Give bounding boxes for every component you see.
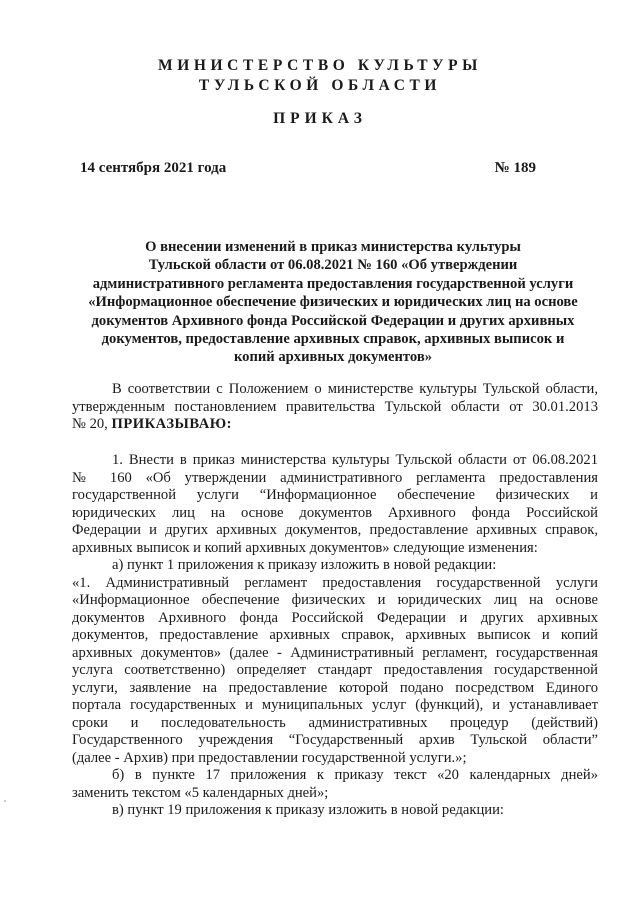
text-line: сроки и последовательность административных процедур (действий): [72, 714, 598, 731]
order-body: [72, 452, 598, 820]
text-line: архивных выписок и копий архивных документов» следующие изменения:: [72, 539, 538, 556]
text-line: «Информационное обеспечение физических и юридических лиц на основе: [72, 592, 598, 608]
subject-line: административного регламента предоставления государственной услуги: [92, 275, 574, 292]
text-line: услуги, заявление на предоставление которой подано посредством Единого: [72, 679, 598, 696]
order-date: 14 сентября 2021 года: [80, 160, 227, 176]
text-line: заменить текстом «5 календарных дней»;: [72, 784, 329, 801]
text-line: [72, 416, 598, 434]
subject-line: документов, предоставление архивных справок, архивных выписок и: [101, 331, 565, 348]
text-line: (далее - Архив) при предоставлении государственной услуги.»;: [72, 749, 467, 766]
text-line: 1. Внести в приказ министерства культуры Тульской области от 06.08.2021: [112, 452, 598, 468]
text-line: В соответствии с Положением о министерстве культуры Тульской области,: [112, 381, 598, 397]
text-line: утвержденным постановлением правительства Тульской области от 30.01.2013: [72, 398, 598, 415]
directive-word: ПРИКАЗЫВАЮ:: [111, 416, 233, 432]
text-line: документов Архивного фонда Российской Федерации и других архивных: [72, 609, 598, 626]
subject-line: копий архивных документов»: [233, 349, 433, 366]
subject-line: О внесении изменений в приказ министерства культуры: [145, 239, 521, 255]
ministry-name-line2: ТУЛЬСКОЙ ОБЛАСТИ: [198, 77, 442, 94]
order-subject: [68, 238, 598, 367]
text-line: документов, предоставление архивных справок, архивных выписок и копий: [72, 627, 598, 643]
subject-line: «Информационное обеспечение физических и юридических лиц на основе: [88, 294, 578, 311]
subject-line: документов Архивного фонда Российской Федерации и других архивных: [91, 312, 575, 329]
scan-speck: [4, 800, 6, 802]
text-line: № 160 «Об утверждении административного регламента предоставления: [72, 469, 598, 486]
text-line: б) в пункте 17 приложения к приказу текст «20 календарных дней»: [112, 767, 598, 783]
text-line: в) пункт 19 приложения к приказу изложить в новой редакции:: [112, 802, 504, 818]
text-line: Государственного учреждения “Государственный архив Тульской области”: [72, 732, 598, 748]
text-line: Федерации и других архивных документов, предоставление архивных справок,: [72, 522, 598, 538]
ministry-name-line1: МИНИСТЕРСТВО КУЛЬТУРЫ: [157, 57, 483, 74]
subject-line: Тульской области от 06.08.2021 № 160 «Об утверждении: [148, 257, 518, 274]
text-line: портала государственных и муниципальных услуг (функций), и устанавливает: [72, 697, 598, 713]
text-line: услуга соответственно) определяет стандарт предоставления государственной: [72, 662, 598, 678]
text-line: а) пункт 1 приложения к приказу изложить в новой редакции:: [112, 557, 497, 573]
text-line: «1. Административный регламент предоставления государственной услуги: [72, 574, 598, 591]
preamble-prefix: № 20,: [72, 416, 112, 432]
text-line: юридических лиц на основе документов Архивного фонда Российской: [72, 504, 598, 521]
text-line: государственной услуги “Информационное обеспечение физических и: [72, 487, 598, 503]
text-line: архивных документов» (далее - Административный регламент, государственная: [72, 644, 598, 661]
preamble-paragraph: [72, 381, 598, 434]
document-type: ПРИКАЗ: [273, 110, 367, 127]
order-number: № 189: [494, 160, 536, 176]
